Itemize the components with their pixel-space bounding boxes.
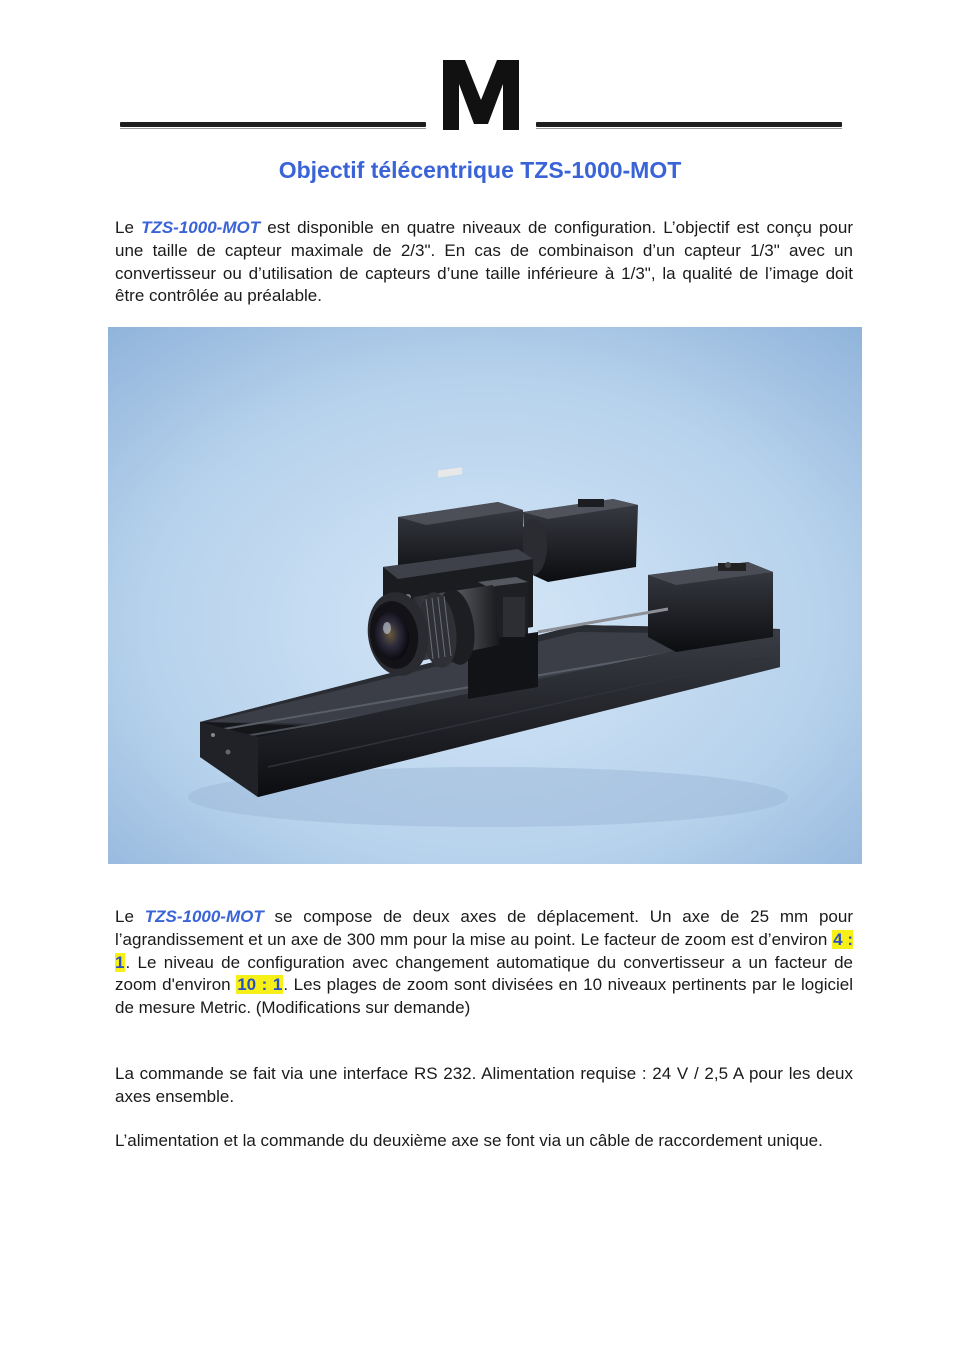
product-photo <box>108 327 862 864</box>
logo <box>443 60 519 130</box>
intro-lead: Le <box>115 218 142 237</box>
control-paragraph: La commande se fait via une interface RS 232. Alimentation requise : 24 V / 2,5 A pour les deux axes ensemble. <box>115 1064 853 1106</box>
product-name-2: TZS-1000-MOT <box>144 907 264 926</box>
intro-text: est disponible en quatre niveaux de configuration. L’objectif est conçu pour une taille de capteur maximale de 2/3". En cas de combinaison d’un capteur 1/3" avec un convertisseur ou d’utilisation de capteurs d’une taille inférieure à 1/3", la qualité de l’image doit être contrôlée au préalable. <box>115 218 853 306</box>
description-part2: . Le niveau de configuration avec changement automatique du convertisseur a un facteur de zoom d'environ <box>115 952 853 995</box>
header-rule-left <box>120 122 426 127</box>
power-paragraph: L’alimentation et la commande du deuxième axe se font via un câble de raccordement unique. <box>115 1131 823 1150</box>
header <box>118 56 842 136</box>
description-part1: se compose de deux axes de déplacement. Un axe de 25 mm pour l’agrandissement et un axe de 300 mm pour la mise au point. Le facteur de zoom est d’environ <box>115 907 853 949</box>
zoom-ratio-badge-converter: 10 : 1 <box>237 975 283 995</box>
product-photo-image <box>108 327 862 864</box>
description-part3: . Les plages de zoom sont divisées en 10 niveaux pertinents par le logiciel de mesure Metric. (Modifications sur demande) <box>115 975 853 1018</box>
header-rule-right <box>536 122 842 127</box>
product-name: TZS-1000-MOT <box>141 218 261 237</box>
zoom-ratio-badge: 4 : 1 <box>115 929 853 972</box>
page-title: Objectif télécentrique TZS-1000-MOT <box>278 157 682 183</box>
description-lead: Le <box>115 907 145 926</box>
intro-paragraph <box>115 217 853 308</box>
description-paragraph <box>115 906 853 1020</box>
